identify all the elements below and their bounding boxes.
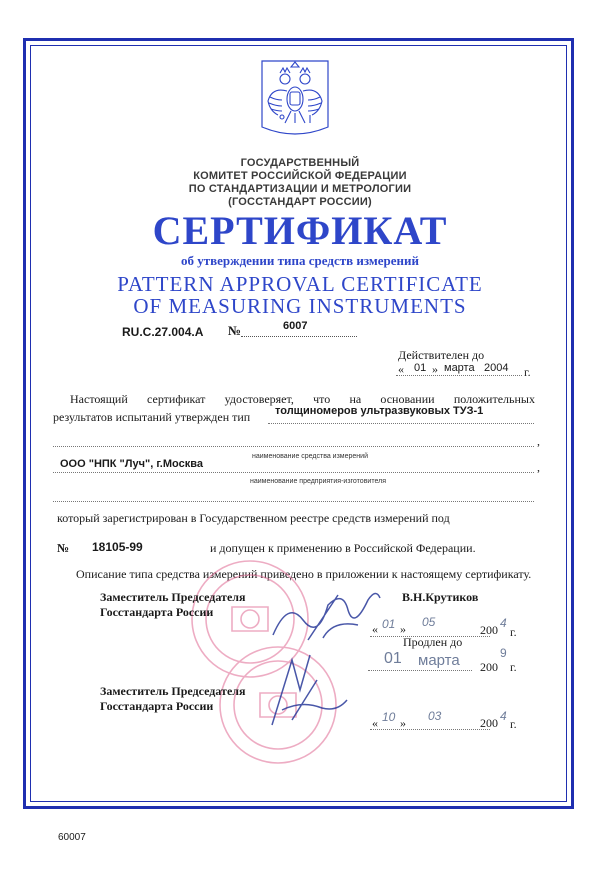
caption-instrument: наименование средства измерений [252, 453, 368, 460]
signatory-2-date-month: 03 [428, 709, 442, 723]
body-paragraph-line-1: Настоящий сертификат удостоверяет, что на основании положительных [70, 392, 535, 406]
signatory-1-name: В.Н.Крутиков [402, 590, 479, 604]
org-line-3: ПО СТАНДАРТИЗАЦИИ И МЕТРОЛОГИИ [188, 183, 412, 195]
valid-until-label: Действителен до [398, 348, 485, 362]
extension-day: 01 [384, 650, 402, 667]
registration-code: RU.C.27.004.A [122, 325, 204, 339]
instrument-continuation-line [53, 432, 534, 447]
signature-1 [268, 580, 388, 655]
signature-2 [262, 650, 352, 735]
signatory-1-date-month: 05 [422, 615, 436, 629]
signatory-1-date-close-quote: » [400, 622, 406, 636]
validity-close-quote: » [432, 362, 438, 376]
signatory-2-date-suffix: г. [510, 717, 517, 731]
validity-open-quote: « [398, 362, 404, 376]
extension-suffix: г. [510, 660, 517, 674]
org-line-4: (ГОССТАНДАРТ РОССИИ) [228, 196, 372, 208]
certificate-title: СЕРТИФИКАТ [152, 208, 448, 253]
number-sign: № [228, 323, 242, 338]
registered-text: который зарегистрирован в Государственном реестре средств измерений под [57, 511, 450, 525]
instrument-name: толщиномеров ультразвуковых ТУЗ-1 [275, 405, 484, 417]
signatory-1-date-year-digit: 4 [500, 616, 507, 630]
signatory-1-date-open-quote: « [372, 622, 378, 636]
extension-label: Продлен до [403, 635, 463, 649]
certificate-number: 6007 [283, 320, 308, 332]
signatory-1-title-line-2: Госстандарта России [100, 605, 214, 619]
register-number-sign: № [57, 541, 70, 555]
validity-month: марта [444, 362, 475, 374]
signatory-1-date-suffix: г. [510, 625, 517, 639]
register-number: 18105-99 [92, 540, 143, 554]
subtitle-english-line-2: OF MEASURING INSTRUMENTS [133, 294, 467, 318]
signatory-2-date-day: 10 [382, 710, 396, 724]
comma-1: , [537, 434, 540, 448]
description-text: Описание типа средства измерений приведено в приложении к настоящему сертификату. [76, 567, 532, 581]
comma-2: , [537, 460, 540, 474]
validity-year: 2004 [484, 362, 509, 374]
caption-manufacturer: наименование предприятия-изготовителя [250, 478, 386, 485]
signatory-2-title-line-2: Госстандарта России [100, 699, 214, 713]
signatory-2-date-year: 200 [480, 716, 498, 730]
subtitle-english-line-1: PATTERN APPROVAL CERTIFICATE [117, 272, 483, 296]
signatory-1-date-year: 200 [480, 623, 498, 637]
validity-day: 01 [414, 362, 427, 374]
signatory-2-date-year-digit: 4 [500, 709, 507, 723]
footer-form-number: 60007 [58, 832, 86, 843]
manufacturer-continuation-line [53, 487, 534, 502]
body-paragraph-line-2: результатов испытаний утвержден тип [53, 410, 251, 424]
coat-of-arms-emblem [258, 57, 332, 143]
extension-year: 200 [480, 660, 498, 674]
signatory-2-date-close-quote: » [400, 716, 406, 730]
signatory-1-title-line-1: Заместитель Председателя [100, 590, 246, 604]
manufacturer-name: ООО "НПК "Луч", г.Москва [60, 458, 203, 470]
signatory-2-title-line-1: Заместитель Председателя [100, 684, 246, 698]
subtitle-russian: об утверждении типа средств измерений [181, 253, 419, 268]
org-line-2: КОМИТЕТ РОССИЙСКОЙ ФЕДЕРАЦИИ [193, 170, 407, 182]
signatory-2-date-open-quote: « [372, 716, 378, 730]
extension-month: марта [418, 652, 460, 669]
validity-year-suffix: г. [524, 365, 531, 379]
approved-text: и допущен к применению в Российской Федерации. [210, 541, 476, 555]
org-line-1: ГОСУДАРСТВЕННЫЙ [240, 157, 360, 169]
signatory-1-date-day: 01 [382, 617, 396, 631]
extension-year-digit: 9 [500, 646, 507, 660]
